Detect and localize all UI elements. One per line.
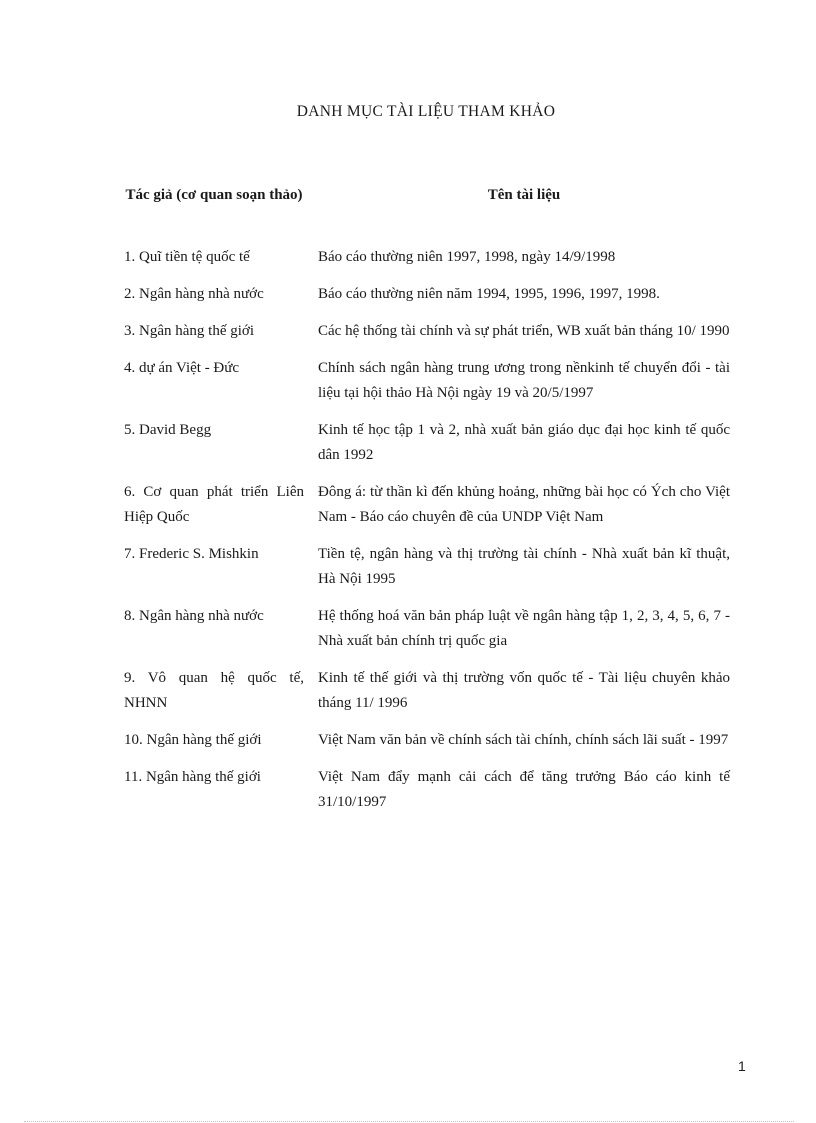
reference-row xyxy=(124,765,732,815)
page-number: 1 xyxy=(738,1058,746,1074)
reference-document: Kinh tế thế giới và thị trường vốn quốc tế - Tài liệu chuyên khảo tháng 11/ 1996 xyxy=(318,670,730,711)
reference-author: 2. Ngân hàng nhà nước xyxy=(124,286,264,302)
page-title: DANH MỤC TÀI LIỆU THAM KHẢO xyxy=(296,103,556,120)
reference-document: Chính sách ngân hàng trung ương trong nềnkinh tế chuyển đổi - tài liệu tại hội thảo Hà Nội ngày 19 và 20/5/1997 xyxy=(318,360,730,401)
reference-row xyxy=(124,356,732,406)
reference-row xyxy=(124,480,732,530)
reference-row xyxy=(124,542,732,592)
reference-row xyxy=(124,666,732,716)
reference-document: Đông á: từ thần kì đến khủng hoảng, những bài học có Ých cho Việt Nam - Báo cáo chuyên đề của UNDP Việt Nam xyxy=(318,484,730,525)
header-author: Tác giả (cơ quan soạn thảo) xyxy=(125,187,303,203)
reference-author: 8. Ngân hàng nhà nước xyxy=(124,608,264,624)
reference-author: 7. Frederic S. Mishkin xyxy=(124,546,259,562)
footer-divider xyxy=(24,1121,794,1122)
reference-row xyxy=(124,418,732,468)
reference-author: 3. Ngân hàng thế giới xyxy=(124,323,254,339)
reference-author: 11. Ngân hàng thế giới xyxy=(124,769,261,785)
reference-author: 6. Cơ quan phát triển Liên Hiệp Quốc xyxy=(124,484,304,525)
reference-document: Việt Nam văn bản về chính sách tài chính, chính sách lãi suất - 1997 xyxy=(318,732,729,748)
reference-row xyxy=(124,604,732,654)
reference-document: Báo cáo thường niên năm 1994, 1995, 1996, 1997, 1998. xyxy=(318,286,660,302)
reference-author: 10. Ngân hàng thế giới xyxy=(124,732,262,748)
reference-list xyxy=(124,245,732,827)
reference-document: Tiền tệ, ngân hàng và thị trường tài chính - Nhà xuất bản kĩ thuật, Hà Nội 1995 xyxy=(318,546,730,587)
reference-document: Việt Nam đẩy mạnh cải cách để tăng trưởng Báo cáo kinh tế 31/10/1997 xyxy=(318,769,730,810)
reference-author: 9. Vô quan hệ quốc tế, NHNN xyxy=(124,670,304,711)
reference-author: 4. dự án Việt - Đức xyxy=(124,360,240,376)
reference-author: 1. Quĩ tiền tệ quốc tế xyxy=(124,249,250,265)
reference-row xyxy=(124,319,732,344)
reference-document: Các hệ thống tài chính và sự phát triển, WB xuất bản tháng 10/ 1990 xyxy=(318,323,730,339)
reference-row xyxy=(124,245,732,270)
reference-author: 5. David Begg xyxy=(124,422,212,438)
reference-row xyxy=(124,728,732,753)
reference-document: Báo cáo thường niên 1997, 1998, ngày 14/9/1998 xyxy=(318,249,616,265)
header-document: Tên tài liệu xyxy=(487,187,561,203)
reference-row xyxy=(124,282,732,307)
reference-document: Hệ thống hoá văn bản pháp luật về ngân hàng tập 1, 2, 3, 4, 5, 6, 7 - Nhà xuất bản chính trị quốc gia xyxy=(318,608,730,649)
reference-document: Kinh tế học tập 1 và 2, nhà xuất bản giáo dục đại học kinh tế quốc dân 1992 xyxy=(318,422,730,463)
